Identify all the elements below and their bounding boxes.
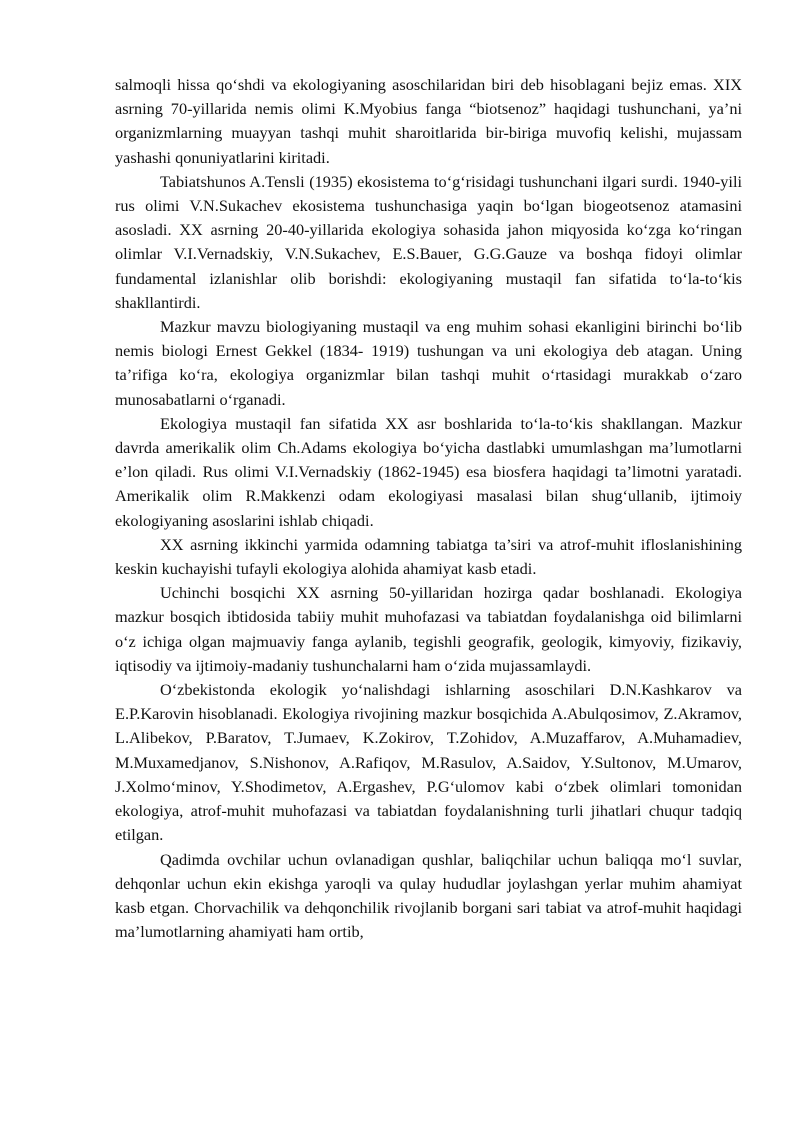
paragraph-3: Mazkur mavzu biologiyaning mustaqil va eng muhim sohasi ekanligini birinchi bo‘lib nemis biologi Ernest Gekkel (1834- 1919) tushungan va uni ekologiya deb atagan. Uning ta’rifiga ko‘ra, ekologiya organizmlar bilan tashqi muhit o‘rtasidagi murakkab o‘zaro munosabatlarni o‘rganadi. [115, 317, 742, 409]
paragraph-8: Qadimda ovchilar uchun ovlanadigan qushlar, baliqchilar uchun baliqqa mo‘l suvlar, dehqonlar uchun ekin ekishga yaroqli va qulay hududlar joylashgan yerlar muhim ahamiyat kasb etgan. Chorvachilik va dehqonchilik rivojlanib borgani sari tabiat va atrof-muhit haqidagi ma’lumotlarning ahamiyati ham ortib, [115, 849, 742, 942]
paragraph-4: Ekologiya mustaqil fan sifatida XX asr boshlarida to‘la-to‘kis shakllangan. Mazkur davrda amerikalik olim Ch.Adams ekologiya bo‘yicha dastlabki umumlashgan ma’lumotlarni e’lon qiladi. Rus olimi V.I.Vernadskiy (1862-1945) esa biosfera haqidagi ta’limotni yaratadi. Amerikalik olim R.Makkenzi odam ekologiyasi masalasi bilan shug‘ullanib, ijtimoiy ekologiyaning asoslarini ishlab chiqadi. [115, 413, 742, 530]
paragraph-7: O‘zbekistonda ekologik yo‘nalishdagi ishlarning asoschilari D.N.Kashkarov va E.P.Karovin hisoblanadi. Ekologiya rivojining mazkur bosqichida A.Abulqosimov, Z.Akramov, L.Alibekov, P.Baratov, T.Jumaev, K.Zokirov, T.Zohidov, A.Muzaffarov, A.Muhamadiev, M.Muxamedjanov, S.Nishonov, A.Rafiqov, M.Rasulov, A.Saidov, Y.Sultonov, M.Umarov, J.Xolmo‘minov, Y.Shodimetov, A.Ergashev, P.G‘ulomov kabi o‘zbek olimlari tomonidan ekologiya, atrof-muhit muhofazasi va tabiatdan foydalanishning turli jihatlari chuqur tadqiq etilgan. [115, 680, 742, 845]
paragraph-2: Tabiatshunos A.Tensli (1935) ekosistema to‘g‘risidagi tushunchani ilgari surdi. 1940-yili rus olimi V.N.Sukachev ekosistema tushunchasiga yaqin bo‘lgan biogeotsenoz atamasini asosladi. XX asrning 20-40-yillarida ekologiya sohasida jahon miqyosida ko‘zga ko‘ringan olimlar V.I.Vernadskiy, V.N.Sukachev, E.S.Bauer, G.G.Gauze va boshqa fidoyi olimlar fundamental izlanishlar olib borishdi: ekologiyaning mustaqil fan sifatida to‘la-to‘kis shakllantirdi. [115, 171, 742, 312]
paragraph-6: Uchinchi bosqichi XX asrning 50-yillaridan hozirga qadar boshlanadi. Ekologiya mazkur bosqich ibtidosida tabiiy muhit muhofazasi va tabiatdan foydalanishga oid bilimlarni o‘z ichiga olgan majmuaviy fanga aylanib, tegishli geografik, geologik, kimyoviy, fizikaviy, iqtisodiy va ijtimoiy-madaniy tushunchalarni ham o‘zida mujassamlaydi. [115, 583, 742, 675]
paragraph-1: salmoqli hissa qo‘shdi va ekologiyaning asoschilaridan biri deb hisoblagani bejiz emas. XIX asrning 70-yillarida nemis olimi K.Myobius fanga “biotsenoz” haqidagi tushunchani, ya’ni organizmlarning muayyan tashqi muhit sharoitlarida bir-biriga muvofiq kelishi, mujassam yashashi qonuniyatlarini kiritadi. [115, 75, 742, 167]
document-page [115, 73, 742, 944]
paragraph-5: XX asrning ikkinchi yarmida odamning tabiatga ta’siri va atrof-muhit ifloslanishining keskin kuchayishi tufayli ekologiya alohida ahamiyat kasb etadi. [115, 534, 742, 579]
